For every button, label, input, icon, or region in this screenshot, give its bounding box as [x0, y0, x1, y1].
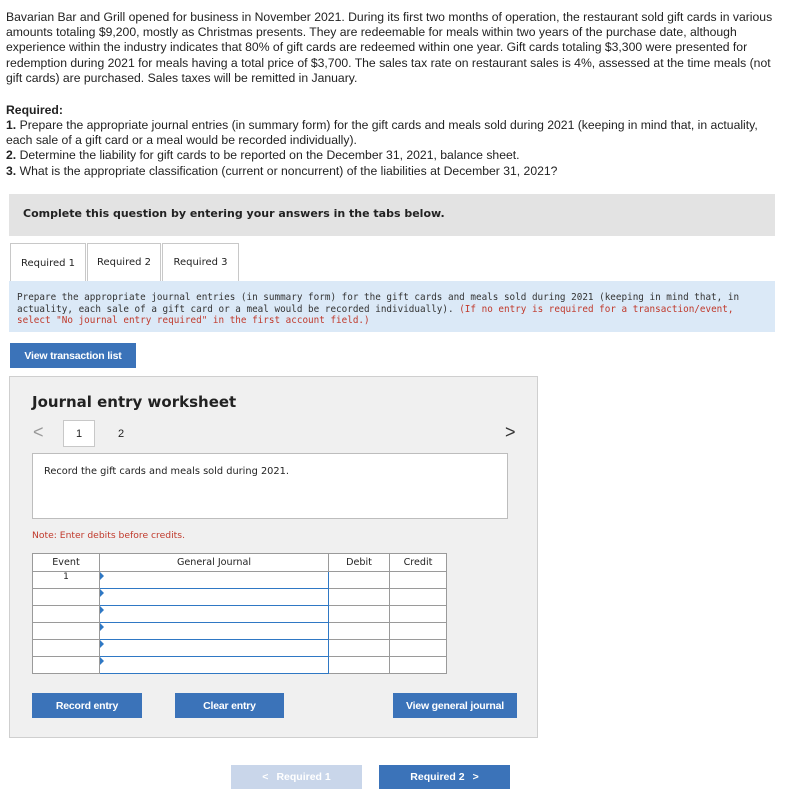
journal-row: [33, 623, 447, 640]
debit-input[interactable]: [329, 572, 390, 589]
requirement-1: [6, 118, 786, 148]
debit-input[interactable]: [329, 640, 390, 657]
dropdown-indicator-icon: [100, 657, 104, 665]
journal-entry-table: [32, 553, 447, 674]
account-select[interactable]: [100, 606, 329, 623]
account-select[interactable]: [100, 572, 329, 589]
credit-input[interactable]: [390, 589, 447, 606]
prev-required-button[interactable]: [231, 765, 362, 789]
requirements-list: [6, 118, 786, 179]
event-cell: [33, 589, 100, 606]
tab-required-1[interactable]: Required 1: [10, 243, 86, 282]
journal-row: [33, 640, 447, 657]
event-cell: [33, 640, 100, 657]
event-header: Event: [33, 554, 100, 572]
event-cell: [33, 623, 100, 640]
journal-header-row: [33, 554, 447, 572]
debits-note: Note: Enter debits before credits.: [32, 530, 185, 541]
tab-required-2[interactable]: Required 2: [87, 243, 161, 281]
event-cell: [33, 657, 100, 674]
event-cell: [33, 606, 100, 623]
requirement-1-number: 1.: [6, 118, 17, 132]
tab-required-3[interactable]: Required 3: [162, 243, 239, 281]
credit-input[interactable]: [390, 572, 447, 589]
next-required-label: Required 2: [410, 771, 465, 783]
view-general-journal-button[interactable]: View general journal: [393, 693, 517, 718]
journal-row: [33, 589, 447, 606]
clear-entry-button[interactable]: Clear entry: [175, 693, 284, 718]
debit-header: Debit: [329, 554, 390, 572]
journal-row: [33, 657, 447, 674]
debit-input[interactable]: [329, 657, 390, 674]
instruction-text: [17, 292, 769, 327]
event-number: 1: [33, 572, 100, 589]
requirement-2-text: Determine the liability for gift cards to be reported on the December 31, 2021, balance sheet.: [19, 148, 520, 163]
record-description: Record the gift cards and meals sold during 2021.: [44, 466, 289, 477]
account-select[interactable]: [100, 640, 329, 657]
prev-page-icon[interactable]: <: [33, 422, 44, 442]
banner-text: Complete this question by entering your answers in the tabs below.: [23, 207, 445, 220]
dropdown-indicator-icon: [100, 572, 104, 580]
required-heading: Required:: [6, 103, 63, 117]
requirement-1-text: Prepare the appropriate journal entries (in summary form) for the gift cards and meals sold during 2021 (keeping in mind that, in actuality, each sale of a gift card or a meal would be recorded individually).: [6, 118, 758, 148]
chevron-left-icon: <: [262, 771, 269, 783]
instruction-banner: [9, 194, 775, 236]
account-select[interactable]: [100, 657, 329, 674]
requirement-3: [6, 164, 786, 179]
next-required-button[interactable]: [379, 765, 510, 789]
prev-required-label: Required 1: [276, 771, 331, 783]
general-journal-header: General Journal: [100, 554, 329, 572]
credit-header: Credit: [390, 554, 447, 572]
requirement-3-number: 3.: [6, 163, 17, 178]
journal-row: [33, 572, 447, 589]
debit-input[interactable]: [329, 606, 390, 623]
dropdown-indicator-icon: [100, 640, 104, 648]
instruction-red-note: (If no entry is required for a transaction/event, select "No journal entry required" in the first account field.): [17, 303, 734, 326]
journal-row: [33, 606, 447, 623]
dropdown-indicator-icon: [100, 623, 104, 631]
chevron-right-icon: >: [472, 771, 479, 783]
credit-input[interactable]: [390, 640, 447, 657]
page-1-tab[interactable]: 1: [63, 420, 95, 447]
dropdown-indicator-icon: [100, 606, 104, 614]
requirement-2: [6, 148, 786, 163]
credit-input[interactable]: [390, 657, 447, 674]
requirement-2-number: 2.: [6, 148, 17, 163]
problem-statement: Bavarian Bar and Grill opened for business in November 2021. During its first two months of operation, the restaurant sold gift cards in various amounts totaling $9,200, mostly as Christmas presents. They are redeemable for meals within two years of the purchase date, although experience within the industry indicates that 80% of gift cards are redeemed within one year. Gift cards totaling $3,300 were presented for redemption during 2021 for meals having a total price of $3,700. The sales tax rate on restaurant sales is 4%, assessed at the time meals (not gift cards) are purchased. Sales taxes will be remitted in January.: [6, 10, 773, 85]
instruction-box: [9, 281, 775, 332]
next-page-icon[interactable]: >: [505, 422, 516, 442]
worksheet-title: Journal entry worksheet: [32, 393, 237, 411]
credit-input[interactable]: [390, 606, 447, 623]
credit-input[interactable]: [390, 623, 447, 640]
account-select[interactable]: [100, 623, 329, 640]
instruction-main: Prepare the appropriate journal entries (in summary form) for the gift cards and meals sold during 2021 (keeping in mind that, in actuality, each sale of a gift card or a meal would be recorded individually).: [17, 292, 740, 315]
record-entry-button[interactable]: Record entry: [32, 693, 142, 718]
requirement-3-text: What is the appropriate classification (current or noncurrent) of the liabilities at December 31, 2021?: [19, 163, 558, 178]
debit-input[interactable]: [329, 589, 390, 606]
page-2-tab[interactable]: 2: [118, 428, 125, 440]
view-transaction-list-button[interactable]: View transaction list: [10, 343, 136, 368]
record-description-box: [32, 453, 508, 519]
dropdown-indicator-icon: [100, 589, 104, 597]
account-select[interactable]: [100, 589, 329, 606]
debit-input[interactable]: [329, 623, 390, 640]
